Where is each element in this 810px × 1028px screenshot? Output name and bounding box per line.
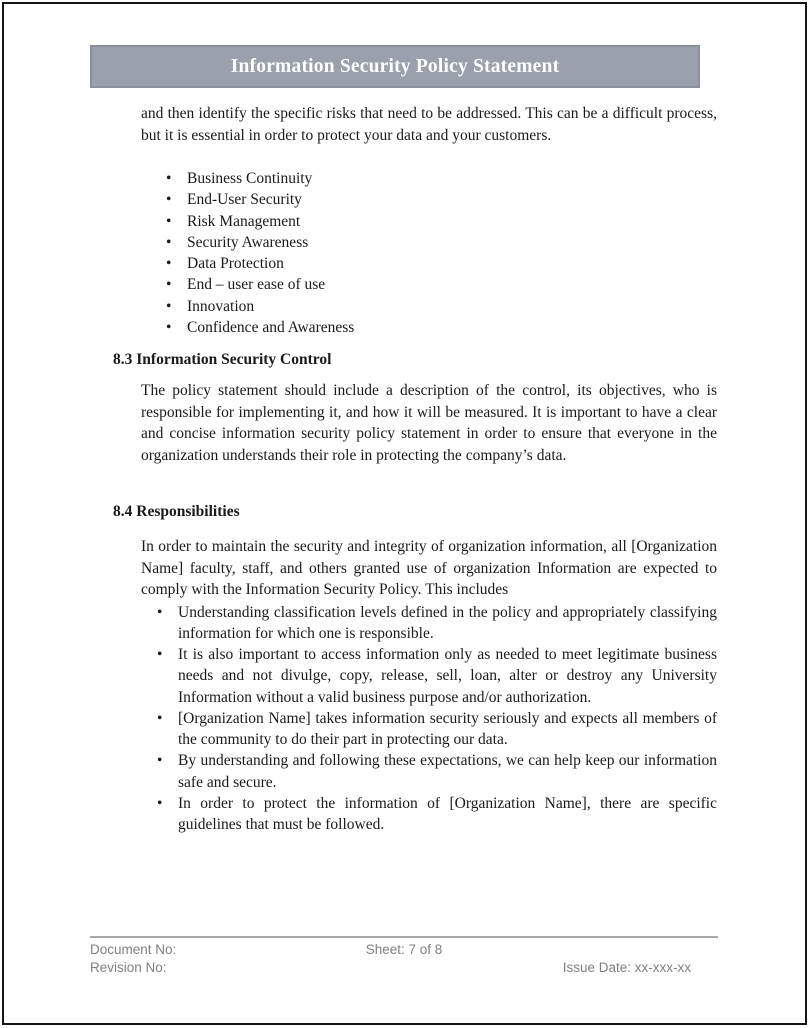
list-item: • Security Awareness bbox=[113, 232, 717, 253]
list-item: • End-User Security bbox=[113, 189, 717, 210]
document-title: Information Security Policy Statement bbox=[230, 55, 560, 77]
issue-date: Issue Date: xx-xxx-xx bbox=[562, 960, 691, 975]
responsibilities-list bbox=[113, 602, 717, 835]
footer-spacer bbox=[299, 959, 508, 977]
revision-no-label: Revision No: bbox=[90, 960, 167, 975]
list-item: • End – user ease of use bbox=[113, 274, 717, 295]
section-heading-8-3 bbox=[113, 350, 717, 370]
document-body bbox=[113, 100, 717, 835]
list-item: • In order to protect the information of [Organization Name], there are specific guidelines that must be followed. bbox=[113, 793, 717, 835]
list-item: • Innovation bbox=[113, 296, 717, 317]
section-8-4-paragraph: In order to maintain the security and integrity of organization information, all [Organization Name] faculty, staff, and others granted use of organization Information are expected to comply with the Information Security Policy. This includes bbox=[141, 538, 717, 599]
document-title-bar bbox=[90, 45, 700, 88]
section-title: Responsibilities bbox=[136, 503, 240, 521]
document-no-label: Document No: bbox=[90, 942, 177, 957]
section-number: 8.4 bbox=[113, 503, 133, 521]
list-item: • Data Protection bbox=[113, 253, 717, 274]
footer-spacer bbox=[509, 941, 718, 959]
list-item: • [Organization Name] takes information security seriously and expects all members of the community to do their part in protecting our data. bbox=[113, 708, 717, 750]
document-footer bbox=[90, 936, 718, 977]
list-item: • By understanding and following these expectations, we can help keep our information safe and secure. bbox=[113, 750, 717, 792]
list-item: • It is also important to access information only as needed to meet legitimate business needs and not divulge, copy, release, sell, loan, alter or destroy any University Information without a valid business purpose and/or authorization. bbox=[113, 644, 717, 708]
intro-paragraph: and then identify the specific risks that need to be addressed. This can be a difficult process, but it is essential in order to protect your data and your customers. bbox=[141, 105, 717, 144]
sheet-number: Sheet: 7 of 8 bbox=[365, 942, 443, 957]
footer-row-1 bbox=[90, 941, 718, 959]
section-heading-8-4 bbox=[113, 502, 717, 522]
footer-row-2 bbox=[90, 959, 718, 977]
section-number: 8.3 bbox=[113, 351, 133, 369]
section-8-3-paragraph: The policy statement should include a description of the control, its objectives, who is responsible for implementing it, and how it will be measured. It is important to have a clear and concise information security policy statement in order to ensure that everyone in the organization understands their role in protecting the company’s data. bbox=[141, 382, 717, 464]
section-title: Information Security Control bbox=[136, 351, 332, 369]
list-item: • Understanding classification levels defined in the policy and appropriately classifying information for which one is responsible. bbox=[113, 602, 717, 644]
list-item: • Business Continuity bbox=[113, 168, 717, 189]
security-topics-list bbox=[113, 168, 717, 338]
list-item: • Risk Management bbox=[113, 211, 717, 232]
list-item: • Confidence and Awareness bbox=[113, 317, 717, 338]
